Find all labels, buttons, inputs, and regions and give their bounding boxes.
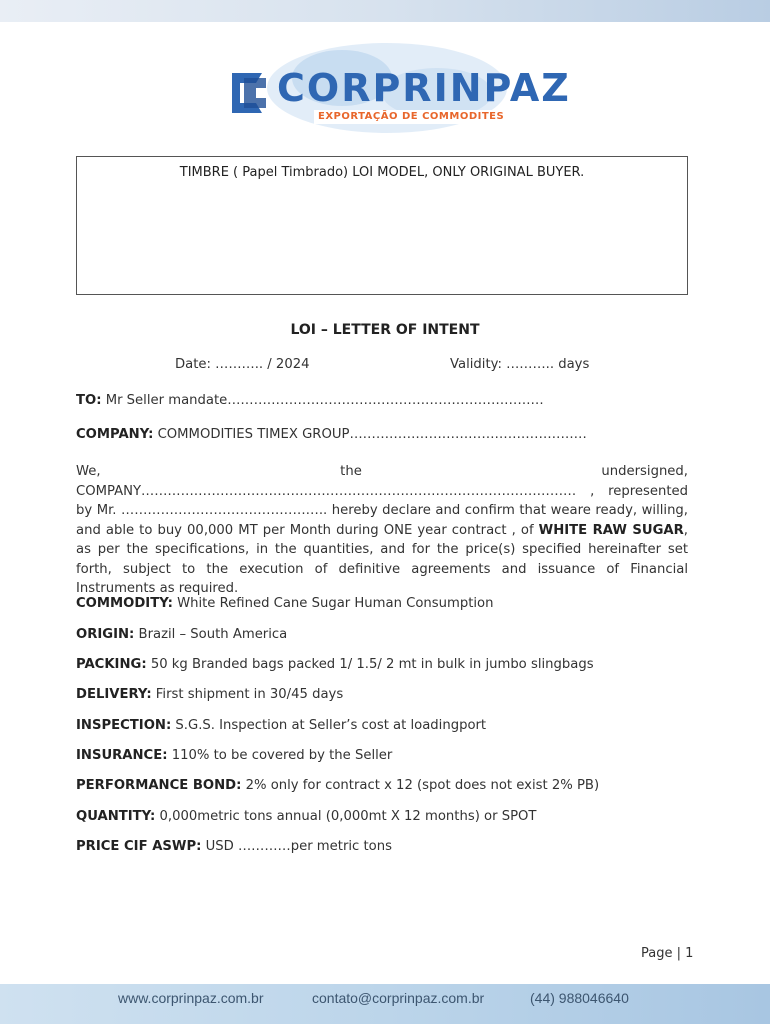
spec-label: QUANTITY:: [76, 809, 156, 824]
spec-label: DELIVERY:: [76, 687, 152, 702]
footer-email-link[interactable]: contato@corprinpaz.com.br: [312, 990, 485, 1006]
footer-website-link[interactable]: www.corprinpaz.com.br: [118, 990, 264, 1006]
intro-text-2: , as per the specifications, in the quantities, and for the price(s) specified hereinafter set forth, subject to the execution of definitive agreements and issuance of Financial Instruments as required.: [76, 522, 688, 596]
company-label: COMPANY:: [76, 427, 154, 442]
to-label: TO:: [76, 393, 102, 408]
spec-row: [76, 778, 599, 793]
spec-row: [76, 748, 392, 763]
spec-value: Brazil – South America: [138, 627, 288, 642]
spec-row: [76, 596, 493, 611]
spec-value: USD …………per metric tons: [205, 839, 392, 854]
spec-value: 2% only for contract x 12 (spot does not exist 2% PB): [245, 778, 600, 793]
intro-product: WHITE RAW SUGAR: [538, 522, 684, 538]
to-value: Mr Seller mandate………………………………………………………………: [105, 393, 544, 408]
spec-label: PERFORMANCE BOND:: [76, 778, 242, 793]
spec-value: 0,000metric tons annual (0,000mt X 12 months) or SPOT: [159, 809, 537, 824]
company-line: [76, 427, 587, 442]
spec-row: [76, 687, 343, 702]
footer-phone: (44) 988046640: [530, 990, 629, 1006]
spec-label: ORIGIN:: [76, 627, 135, 642]
company-logo: [222, 38, 571, 148]
letterhead-box-title: TIMBRE ( Papel Timbrado) LOI MODEL, ONLY ORIGINAL BUYER.: [179, 165, 585, 180]
spec-value: White Refined Cane Sugar Human Consumption: [177, 596, 494, 611]
intro-paragraph: [76, 462, 688, 599]
spec-value: 110% to be covered by the Seller: [171, 748, 393, 763]
spec-row: [76, 839, 392, 854]
spec-label: INSPECTION:: [76, 718, 172, 733]
spec-row: [76, 657, 594, 672]
page-number: Page | 1: [641, 946, 694, 961]
to-line: [76, 393, 544, 408]
spec-value: 50 kg Branded bags packed 1/ 1.5/ 2 mt in bulk in jumbo slingbags: [150, 657, 594, 672]
letterhead-box: [76, 156, 688, 295]
date-field: Date: ……….. / 2024: [175, 357, 310, 372]
intro-text-1: We, the undersigned, COMPANY……………………………………………………………………………………… , represented by Mr. ……………………………………….. hereby declare and confirm that weare ready, willing, and able to buy 00,000 MT per Month during ONE year contract , of: [76, 464, 688, 538]
logo-tagline: EXPORTAÇÃO DE COMMODITES: [318, 111, 505, 122]
spec-value: First shipment in 30/45 days: [155, 687, 344, 702]
spec-row: [76, 809, 536, 824]
spec-row: [76, 627, 287, 642]
top-decorative-band: [0, 0, 770, 22]
validity-field: Validity: ……….. days: [450, 357, 590, 372]
spec-label: INSURANCE:: [76, 748, 168, 763]
spec-value: S.G.S. Inspection at Seller’s cost at loadingport: [175, 718, 487, 733]
company-value: COMMODITIES TIMEX GROUP………………………………………………: [157, 427, 587, 442]
document-title: LOI – LETTER OF INTENT: [290, 322, 480, 338]
spec-label: COMMODITY:: [76, 596, 173, 611]
spec-label: PACKING:: [76, 657, 147, 672]
spec-row: [76, 718, 486, 733]
logo-brand-text: CORPRINPAZ: [277, 66, 571, 110]
spec-label: PRICE CIF ASWP:: [76, 839, 202, 854]
